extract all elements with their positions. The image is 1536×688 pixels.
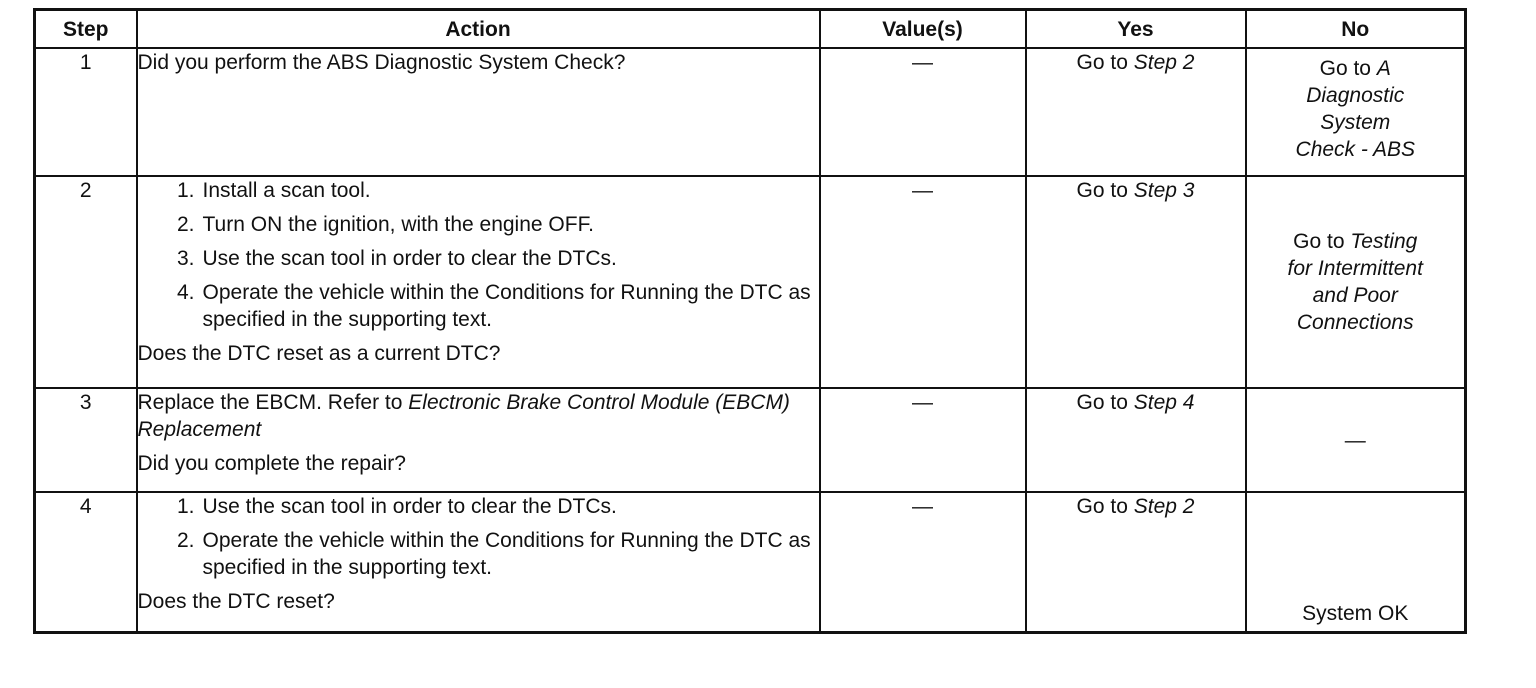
yes-step-link[interactable]: Step 2 [1133, 51, 1195, 74]
no-cell [1246, 48, 1466, 176]
value-cell: — [820, 48, 1026, 176]
no-link-part[interactable]: and Poor [1312, 284, 1398, 307]
header-step: Step [35, 10, 137, 49]
item-text: Operate the vehicle within the Conditions for Running the DTC as specified in the supporting text. [202, 281, 811, 331]
yes-cell [1026, 492, 1246, 633]
header-no: No [1246, 10, 1466, 49]
no-link-part[interactable]: System [1320, 111, 1391, 134]
yes-cell [1026, 388, 1246, 492]
action-question: Does the DTC reset as a current DTC? [137, 342, 501, 365]
table-row [35, 388, 1466, 492]
item-number: 1. [176, 495, 195, 518]
no-prefix: Go to [1319, 57, 1371, 80]
item-number: 3. [176, 247, 195, 270]
item-text: Use the scan tool in order to clear the DTCs. [202, 247, 617, 270]
no-link-part[interactable]: Testing [1350, 230, 1418, 253]
no-prefix: Go to [1293, 230, 1345, 253]
item-number: 4. [176, 281, 195, 304]
header-action: Action [137, 10, 820, 49]
item-number: 1. [176, 179, 195, 202]
list-item [138, 211, 819, 238]
yes-prefix: Go to [1076, 495, 1128, 518]
yes-prefix: Go to [1076, 391, 1128, 414]
item-text: Use the scan tool in order to clear the DTCs. [202, 495, 617, 518]
table-row [35, 492, 1466, 633]
no-link-part[interactable]: for Intermittent [1287, 257, 1423, 280]
yes-cell [1026, 176, 1246, 388]
yes-prefix: Go to [1076, 179, 1128, 202]
item-text: Install a scan tool. [202, 179, 371, 202]
no-cell [1246, 176, 1466, 388]
item-text: Operate the vehicle within the Conditions for Running the DTC as specified in the supporting text. [202, 529, 811, 579]
action-question: Did you complete the repair? [137, 452, 406, 475]
action-steps-list [138, 177, 819, 333]
action-steps-list [138, 493, 819, 581]
item-number: 2. [176, 213, 195, 236]
list-item [138, 177, 819, 204]
action-cell [137, 176, 820, 388]
header-yes: Yes [1026, 10, 1246, 49]
no-link-part[interactable]: Check - ABS [1295, 138, 1415, 161]
no-cell: System OK [1246, 492, 1466, 633]
item-number: 2. [176, 529, 195, 552]
list-item [138, 493, 819, 520]
action-question: Does the DTC reset? [137, 590, 335, 613]
step-number: 3 [35, 388, 137, 492]
value-cell: — [820, 492, 1026, 633]
step-number: 4 [35, 492, 137, 633]
action-text: Replace the EBCM. Refer to [137, 391, 403, 414]
header-row [35, 10, 1466, 49]
yes-prefix: Go to [1076, 51, 1128, 74]
header-values: Value(s) [820, 10, 1026, 49]
no-cell: — [1246, 388, 1466, 492]
action-cell [137, 388, 820, 492]
no-link-part[interactable]: Connections [1296, 311, 1414, 334]
no-link-part[interactable]: A [1376, 57, 1391, 80]
value-cell: — [820, 176, 1026, 388]
action-cell [137, 48, 820, 176]
list-item [138, 527, 819, 581]
action-instruction [138, 389, 819, 443]
diagnostic-table [33, 8, 1467, 634]
list-item [138, 279, 819, 333]
no-link-part[interactable]: Diagnostic [1306, 84, 1405, 107]
action-question: Did you perform the ABS Diagnostic System Check? [137, 51, 626, 74]
list-item [138, 245, 819, 272]
action-cell [137, 492, 820, 633]
step-number: 2 [35, 176, 137, 388]
yes-step-link[interactable]: Step 2 [1133, 495, 1195, 518]
procedure-link[interactable]: Electronic Brake Control Module (EBCM) Replacement [137, 391, 790, 441]
table-row [35, 176, 1466, 388]
item-text: Turn ON the ignition, with the engine OFF. [202, 213, 594, 236]
step-number: 1 [35, 48, 137, 176]
yes-step-link[interactable]: Step 3 [1133, 179, 1195, 202]
table-row [35, 48, 1466, 176]
yes-cell [1026, 48, 1246, 176]
value-cell: — [820, 388, 1026, 492]
yes-step-link[interactable]: Step 4 [1133, 391, 1195, 414]
